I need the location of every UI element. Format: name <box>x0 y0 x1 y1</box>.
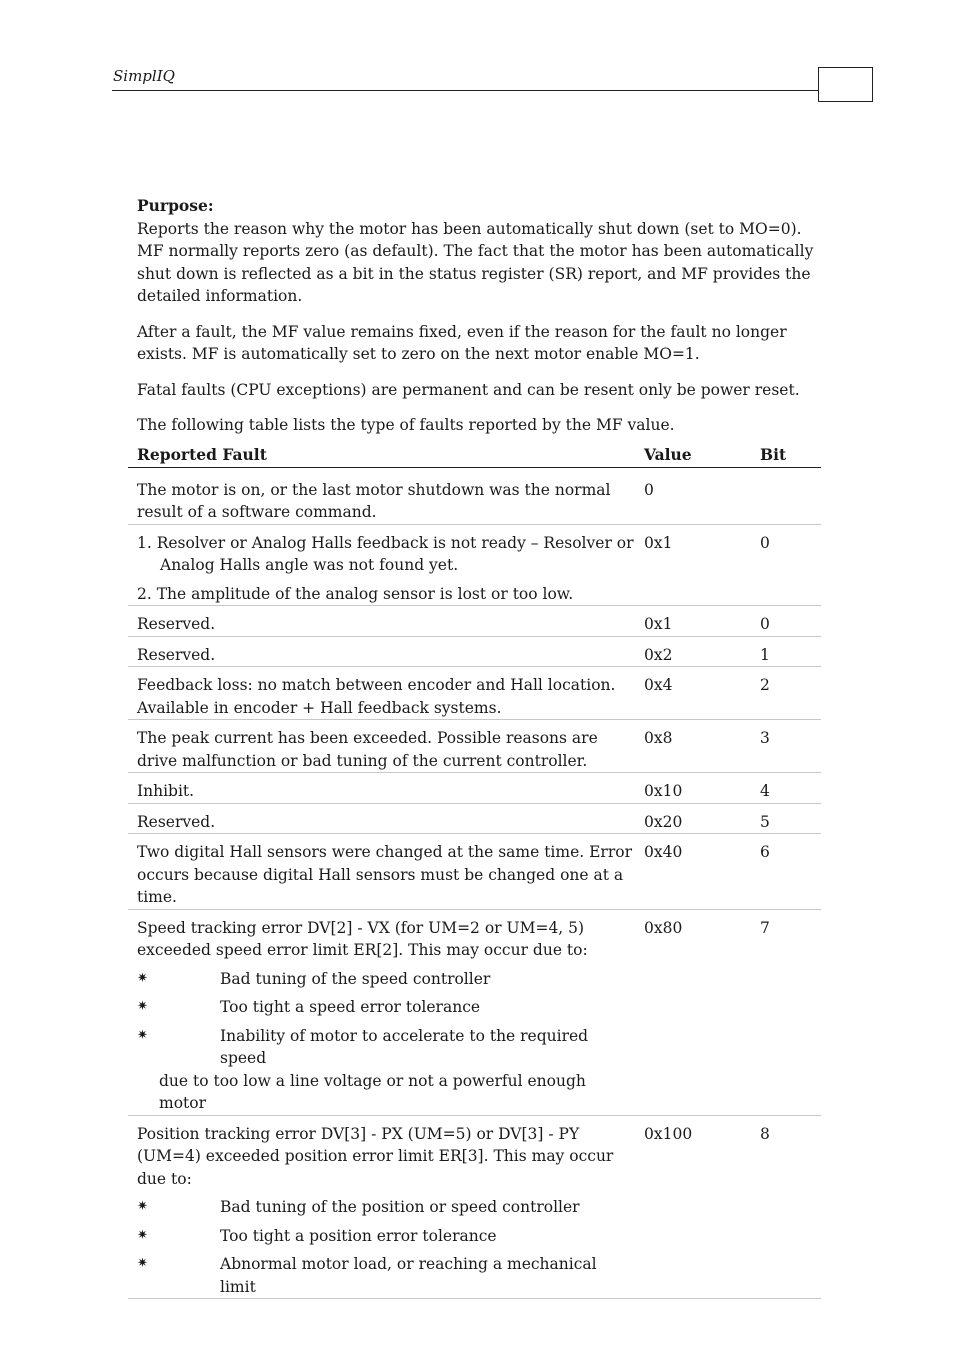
table-row <box>128 1115 821 1299</box>
bullet-item <box>137 1253 636 1298</box>
table-row <box>128 467 821 524</box>
bullet-star-icon: ✷ <box>137 1199 148 1214</box>
table-row <box>128 909 821 1115</box>
fault-cell: Inhibit. <box>128 773 636 804</box>
bullet-text: Too tight a speed error tolerance <box>220 998 481 1016</box>
bit-cell: 1 <box>752 636 821 667</box>
bullet-text: Bad tuning of the speed controller <box>220 969 491 988</box>
bullet-item <box>137 968 636 991</box>
column-header-bit: Bit <box>752 444 821 467</box>
fault-cell: Reserved. <box>128 606 636 637</box>
table-row <box>128 720 821 773</box>
purpose-section <box>137 195 817 450</box>
fault-cell: Feedback loss: no match between encoder and Hall location. Available in encoder + Hall feedback systems. <box>128 667 636 720</box>
value-cell: 0x4 <box>636 667 752 720</box>
value-cell: 0x1 <box>636 606 752 637</box>
fault-cell: Reserved. <box>128 636 636 667</box>
header-rule <box>112 90 818 91</box>
bullet-item <box>137 1225 636 1248</box>
fault-item: 1. Resolver or Analog Halls feedback is not ready – Resolver or Analog Halls angle was not found yet. <box>137 533 634 574</box>
purpose-paragraph-2: After a fault, the MF value remains fixed, even if the reason for the fault no longer exists. MF is automatically set to zero on the next motor enable MO=1. <box>137 322 787 363</box>
value-cell: 0x10 <box>636 773 752 804</box>
fault-cell <box>128 524 636 606</box>
bullet-item <box>137 996 636 1019</box>
bit-cell: 3 <box>752 720 821 773</box>
fault-cell: Reserved. <box>128 803 636 834</box>
bit-cell: 2 <box>752 667 821 720</box>
bit-cell: 7 <box>752 909 821 1115</box>
bullet-star-icon: ✷ <box>137 1227 148 1243</box>
bit-cell: 6 <box>752 834 821 910</box>
fault-description: Position tracking error DV[3] - PX (UM=5) or DV[3] - PY (UM=4) exceeded position error limit ER[3]. This may occur due to: <box>137 1124 614 1188</box>
value-cell: 0x100 <box>636 1115 752 1299</box>
bit-cell: 0 <box>752 524 821 606</box>
fault-description: Speed tracking error DV[2] - VX (for UM=2 or UM=4, 5) exceeded speed error limit ER[2]. This may occur due to: <box>137 918 588 959</box>
value-cell: 0 <box>636 467 752 524</box>
fault-table <box>128 444 821 1299</box>
page-number-box <box>818 67 873 102</box>
table-header-row <box>128 444 821 467</box>
table-row <box>128 803 821 834</box>
table-row <box>128 606 821 637</box>
table-row <box>128 524 821 606</box>
bullet-item <box>137 1196 636 1219</box>
bullet-text: Inability of motor to accelerate to the required speed <box>220 1026 589 1067</box>
purpose-paragraph-4: The following table lists the type of faults reported by the MF value. <box>137 416 675 434</box>
value-cell: 0x2 <box>636 636 752 667</box>
column-header-value: Value <box>636 444 752 467</box>
fault-cell: Two digital Hall sensors were changed at the same time. Error occurs because digital Hall sensors must be changed one at a time. <box>128 834 636 910</box>
bit-cell <box>752 467 821 524</box>
bullet-text: Bad tuning of the position or speed controller <box>220 1198 580 1216</box>
header-title: SimplIQ <box>113 67 175 85</box>
value-cell: 0x40 <box>636 834 752 910</box>
purpose-heading: Purpose: <box>137 196 214 215</box>
purpose-paragraph-3: Fatal faults (CPU exceptions) are permanent and can be resent only be power reset. <box>137 380 800 399</box>
bit-cell: 8 <box>752 1115 821 1299</box>
column-header-fault: Reported Fault <box>128 444 636 467</box>
bullet-text: Too tight a position error tolerance <box>220 1226 497 1245</box>
bit-cell: 0 <box>752 606 821 637</box>
value-cell: 0x1 <box>636 524 752 606</box>
bullet-star-icon: ✷ <box>137 1027 148 1043</box>
table-row <box>128 667 821 720</box>
fault-cell <box>128 1115 636 1299</box>
table-row <box>128 773 821 804</box>
bit-cell: 5 <box>752 803 821 834</box>
bullet-star-icon: ✷ <box>137 999 148 1014</box>
bullet-item <box>137 1025 636 1115</box>
bit-cell: 4 <box>752 773 821 804</box>
fault-cell: The motor is on, or the last motor shutdown was the normal result of a software command. <box>128 467 636 524</box>
bullet-text: Abnormal motor load, or reaching a mechanical limit <box>220 1255 597 1296</box>
value-cell: 0x8 <box>636 720 752 773</box>
value-cell: 0x20 <box>636 803 752 834</box>
table-row <box>128 834 821 910</box>
bullet-star-icon: ✷ <box>137 970 148 986</box>
fault-cell <box>128 909 636 1115</box>
value-cell: 0x80 <box>636 909 752 1115</box>
purpose-paragraph-1: Reports the reason why the motor has been automatically shut down (set to MO=0). MF normally reports zero (as default). The fact that the motor has been automatically shut down is reflected as a bit in the status register (SR) report, and MF provides the detailed information. <box>137 219 814 305</box>
fault-item: 2. The amplitude of the analog sensor is lost or too low. <box>137 584 574 603</box>
bullet-continuation: due to too low a line voltage or not a powerful enough motor <box>159 1071 586 1112</box>
fault-cell: The peak current has been exceeded. Possible reasons are drive malfunction or bad tuning of the current controller. <box>128 720 636 773</box>
bullet-star-icon: ✷ <box>137 1256 148 1271</box>
table-row <box>128 636 821 667</box>
